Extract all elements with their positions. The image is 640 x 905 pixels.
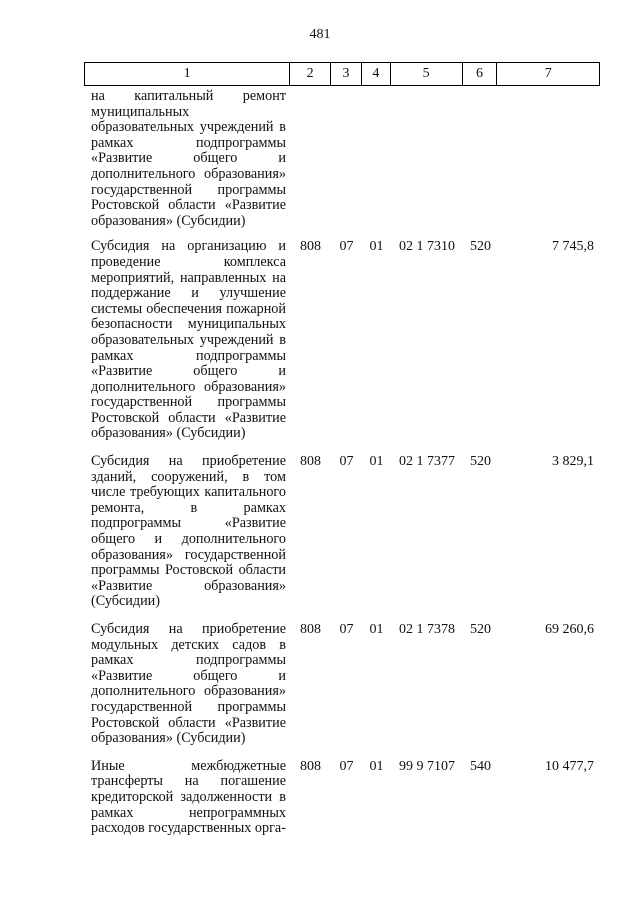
cell-target-item: 02 1 7310 xyxy=(399,239,455,255)
cell-expense-type: 520 xyxy=(470,622,491,637)
cell-admin-code: 808 xyxy=(300,758,321,774)
cell-section: 07 xyxy=(339,239,354,255)
cell-subsection: 01 xyxy=(369,758,384,774)
column-header-5: 5 xyxy=(391,63,463,85)
cell-section: 07 xyxy=(339,454,354,470)
cell-section: 07 xyxy=(339,758,354,774)
table-body xyxy=(84,89,600,849)
cell-amount: 69 260,6 xyxy=(545,622,594,637)
row-description: Субсидия на приобретение модульных детских садов в рамках подпрограммы «Развитие общего и дополнительного образования» государственной программы Ростовской области «Развитие образования» (Субсидии) xyxy=(91,621,286,747)
row-description: Субсидия на приобретение зданий, сооружений, в том числе требующих капитального ремонта, в рамках подпрограммы «Развитие общего и дополнительного образования» государственной программы Ростовской области «Развитие образования» (Субсидии) xyxy=(91,453,286,610)
cell-admin-code: 808 xyxy=(300,454,321,470)
column-header-1: 1 xyxy=(85,63,290,85)
cell-expense-type: 520 xyxy=(470,239,491,255)
cell-expense-type: 520 xyxy=(470,454,491,470)
table-header xyxy=(84,62,600,86)
cell-admin-code: 808 xyxy=(300,239,321,255)
cell-amount: 10 477,7 xyxy=(545,758,594,774)
cell-amount: 7 745,8 xyxy=(552,239,594,255)
cell-target-item: 02 1 7377 xyxy=(399,454,455,470)
column-header-3: 3 xyxy=(331,63,362,85)
column-header-6: 6 xyxy=(463,63,498,85)
row-description: на капитальный ремонт муниципальных образовательных учреждений в рамках подпрограммы «Развитие общего и дополнительного образования» государственной программы Ростовской области «Развитие образования» (Субсидии) xyxy=(91,88,286,229)
table-row xyxy=(84,622,600,747)
table-row xyxy=(84,759,600,837)
table-row xyxy=(84,454,600,610)
cell-expense-type: 540 xyxy=(470,758,491,774)
row-description: Субсидия на организацию и проведение комплекса мероприятий, направленных на поддержание и улучшение системы обеспечения пожарной безопасности муниципальных образовательных учреждений в рамках подпрограммы «Развитие общего и дополнительного образования» государственной программы Ростовской области «Развитие образования» (Субсидии) xyxy=(91,238,286,442)
cell-amount: 3 829,1 xyxy=(552,454,594,470)
cell-target-item: 99 9 7107 xyxy=(399,758,455,774)
cell-section: 07 xyxy=(339,622,354,637)
table-row xyxy=(84,239,600,442)
column-header-2: 2 xyxy=(290,63,331,85)
cell-subsection: 01 xyxy=(369,622,384,637)
row-description: Иные межбюджетные трансферты на погашение кредиторской задолженности в рамках непрограммных расходов государственных орга- xyxy=(91,757,286,837)
cell-target-item: 02 1 7378 xyxy=(399,622,455,637)
column-header-7: 7 xyxy=(544,66,552,81)
cell-subsection: 01 xyxy=(369,239,384,255)
cell-subsection: 01 xyxy=(369,454,384,470)
column-header-4: 4 xyxy=(362,63,391,85)
table-row xyxy=(84,89,600,229)
page-number: 481 xyxy=(309,27,331,42)
cell-admin-code: 808 xyxy=(300,622,321,637)
